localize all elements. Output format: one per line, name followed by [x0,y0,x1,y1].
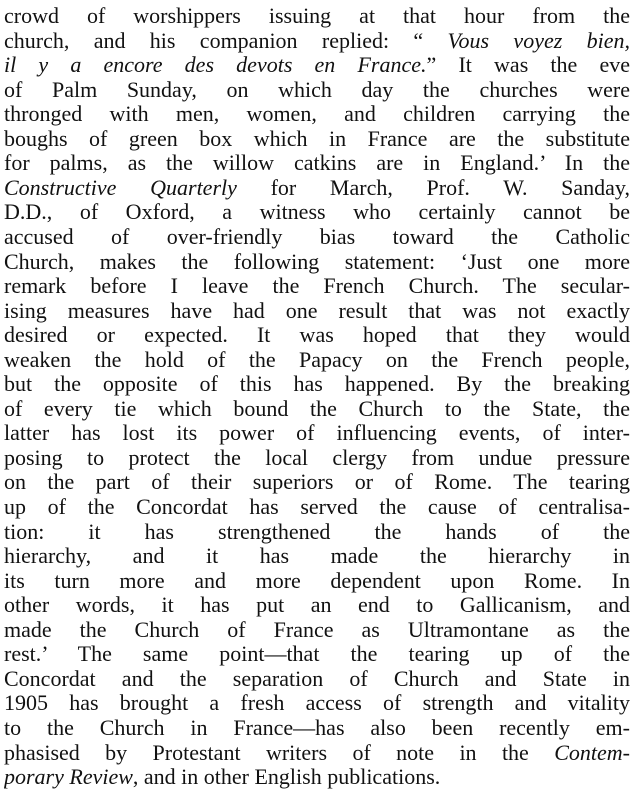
text-segment: , and in other English publications. [132,764,441,790]
text-segment: hierarchy, and it has made the hierarchy in [4,543,630,569]
text-segment: 1905 has brought a fresh access of strength and vitality [4,690,630,716]
text-segment: Concordat and the separation of Church and State in [4,665,630,691]
text-segment: for March, Prof. W. Sanday, [236,174,630,200]
text-segment: thronged with men, women, and children carrying the [4,101,630,127]
text-segment: its turn more and more dependent upon Rome. In [4,567,630,593]
document-page [4,0,632,805]
italic-text: Vous voyez bien, [447,27,630,53]
text-segment: weaken the hold of the Papacy on the French people, [4,346,630,372]
text-segment: posing to protect the local clergy from undue pressure [4,444,630,470]
text-segment: of every tie which bound the Church to the State, the [4,395,630,421]
text-segment: other words, it has put an end to Gallicanism, and [4,592,630,618]
text-segment: on the part of their superiors or of Rome. The tearing [4,469,630,495]
text-segment: ” It was the eve [426,52,630,78]
text-segment: phasised by Protestant writers of note in the [4,739,555,765]
text-segment: boughs of green box which in France are the substitute [4,125,630,151]
text-segment: ising measures have had one result that was not exactly [4,297,630,323]
text-segment: made the Church of France as Ultramontane as the [4,616,630,642]
text-segment: Church, makes the following statement: ‘Just one more [4,248,630,274]
text-segment: for palms, as the willow catkins are in England.’ In the [4,150,630,176]
italic-text: il y a encore des devots en France. [4,52,427,78]
text-segment: tion: it has strengthened the hands of the [4,518,630,544]
text-segment: to the Church in France—has also been recently em- [4,714,630,740]
text-segment: crowd of worshippers issuing at that hour from the [4,3,630,28]
text-segment: accused of over-friendly bias toward the Catholic [4,223,630,249]
text-line [4,762,440,792]
text-segment: church, and his companion replied: “ [4,27,448,53]
text-segment: rest.’ The same point—that the tearing up of the [4,641,630,667]
text-segment: up of the Concordat has served the cause of centralisa- [4,494,630,519]
text-segment: latter has lost its power of influencing events, of inter- [4,420,630,446]
text-segment: of Palm Sunday, on which day the churches were [4,76,630,102]
text-segment: but the opposite of this has happened. By the breaking [4,371,630,397]
text-segment: desired or expected. It was hoped that they would [4,322,630,348]
italic-text: Constructive Quarterly [4,174,237,200]
italic-text: Contem- [554,739,630,765]
italic-text: porary Review [4,764,133,790]
text-segment: remark before I leave the French Church. The secular- [4,273,630,299]
text-segment: D.D., of Oxford, a witness who certainly cannot be [4,199,630,225]
